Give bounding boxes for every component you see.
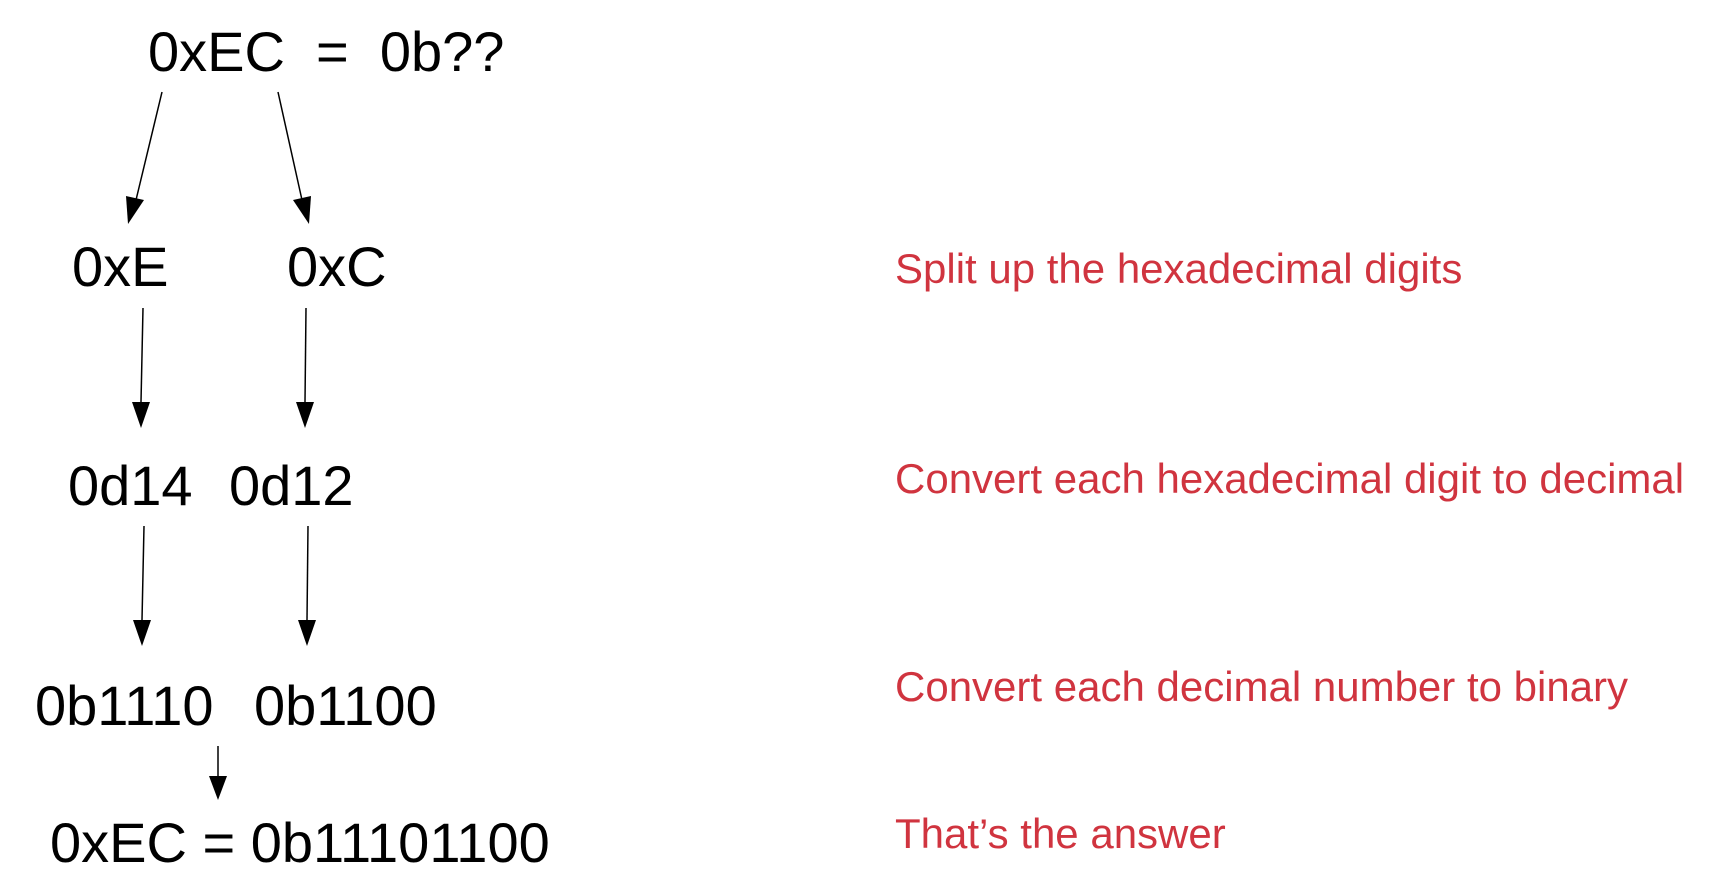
note-decimal-to-binary: Convert each decimal number to binary bbox=[895, 663, 1629, 710]
hex-digit-right-node: 0xC bbox=[287, 235, 387, 298]
binary-right-node: 0b1100 bbox=[254, 674, 437, 737]
note-split-digits: Split up the hexadecimal digits bbox=[895, 245, 1463, 292]
arrow-hex-right-to-decimal-right bbox=[296, 308, 314, 428]
decimal-left-node: 0d14 bbox=[68, 454, 193, 517]
hex-digit-left-node: 0xE bbox=[72, 235, 169, 298]
arrow-decimal-left-to-binary-left bbox=[133, 526, 151, 646]
arrow-question-to-hex-left bbox=[126, 92, 162, 224]
note-answer: That’s the answer bbox=[895, 810, 1226, 857]
arrow-question-to-hex-right bbox=[278, 92, 311, 224]
note-hex-to-decimal: Convert each hexadecimal digit to decimal bbox=[895, 455, 1685, 502]
binary-left-node: 0b1110 bbox=[35, 674, 214, 737]
arrow-hex-left-to-decimal-left bbox=[132, 308, 150, 428]
result-node: 0xEC = 0b11101100 bbox=[50, 811, 550, 874]
arrow-binary-to-result bbox=[209, 746, 227, 800]
decimal-right-node: 0d12 bbox=[229, 454, 354, 517]
question-node: 0xEC = 0b?? bbox=[148, 20, 505, 83]
arrow-decimal-right-to-binary-right bbox=[298, 526, 316, 646]
